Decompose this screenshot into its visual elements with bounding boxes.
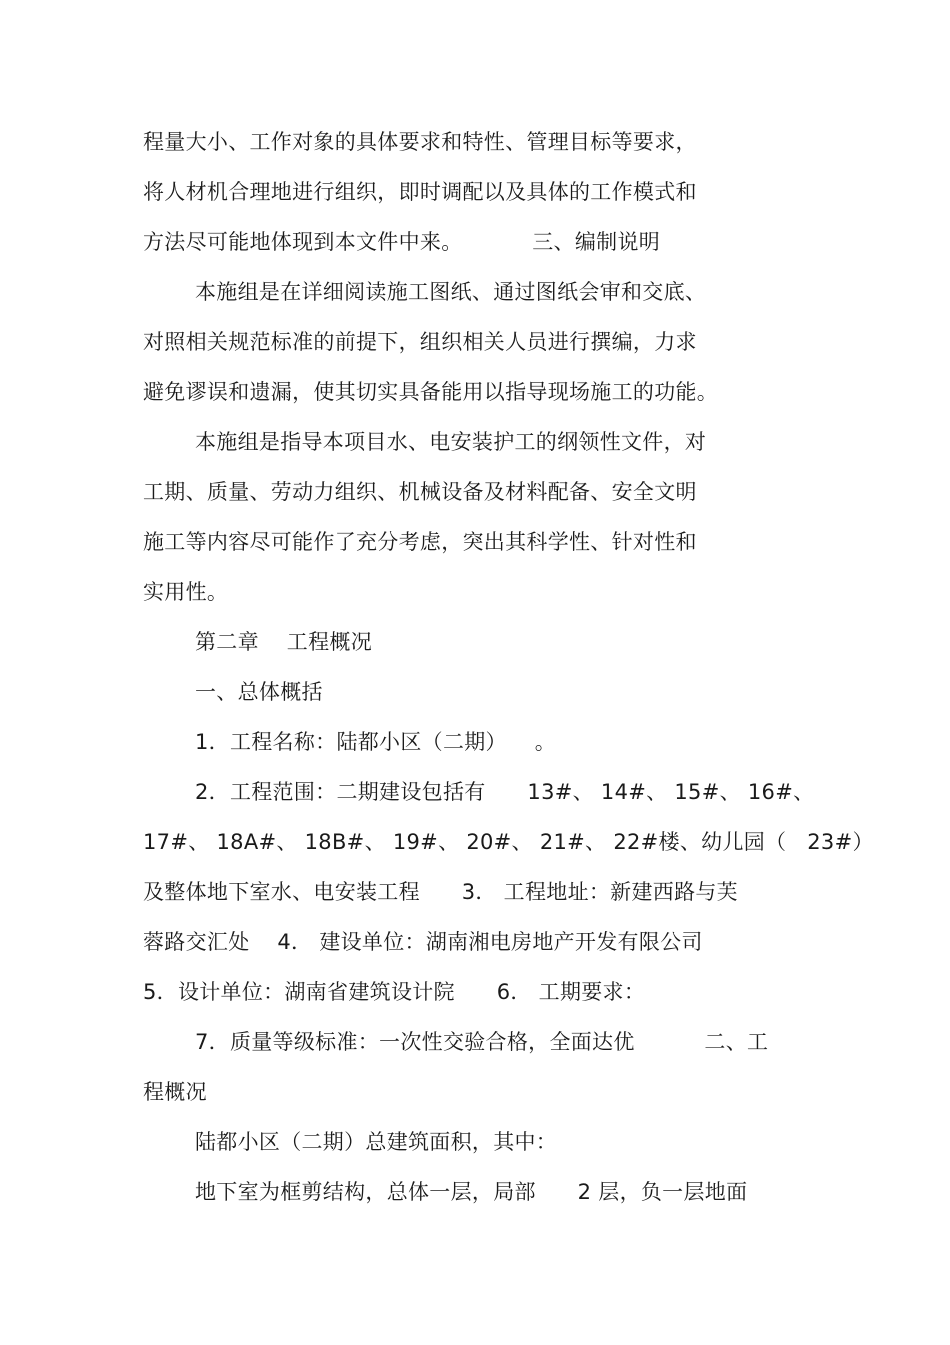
list-item: 2．工程范围：二期建设包括有 13#、 14#、 15#、 16#、	[195, 780, 815, 804]
paragraph-line: 方法尽可能地体现到本文件中来。 三、编制说明	[143, 230, 661, 254]
paragraph-line: 工期、质量、劳动力组织、机械设备及材料配备、安全文明	[143, 480, 697, 504]
paragraph-line: 及整体地下室水、电安装工程 3． 工程地址：新建西路与芙	[143, 880, 738, 904]
paragraph-line: 对照相关规范标准的前提下，组织相关人员进行撰编，力求	[143, 330, 697, 354]
paragraph-line: 本施组是在详细阅读施工图纸、通过图纸会审和交底、	[195, 280, 707, 304]
paragraph-line: 地下室为框剪结构，总体一层，局部 2 层，负一层地面	[195, 1180, 748, 1204]
paragraph-line: 程概况	[143, 1080, 207, 1104]
paragraph-line: 施工等内容尽可能作了充分考虑，突出其科学性、针对性和	[143, 530, 697, 554]
section-heading: 一、总体概括	[195, 680, 323, 704]
paragraph-line: 蓉路交汇处 4． 建设单位：湖南湘电房地产开发有限公司	[143, 930, 703, 954]
paragraph-line: 陆都小区（二期）总建筑面积，其中：	[195, 1130, 558, 1154]
paragraph-line: 本施组是指导本项目水、电安装护工的纲领性文件，对	[195, 430, 707, 454]
paragraph-line: 5．设计单位：湖南省建筑设计院 6． 工期要求：	[143, 980, 646, 1004]
paragraph-line: 程量大小、工作对象的具体要求和特性、管理目标等要求，	[143, 130, 697, 154]
paragraph-line: 将人材机合理地进行组织，即时调配以及具体的工作模式和	[143, 180, 697, 204]
list-item: 7．质量等级标准：一次性交验合格，全面达优 二、工	[195, 1030, 769, 1054]
paragraph-line: 17#、 18A#、 18B#、 19#、 20#、 21#、 22#楼、幼儿园（ 23#）	[143, 830, 874, 854]
chapter-heading: 第二章 工程概况	[195, 630, 373, 654]
paragraph-line: 避免谬误和遗漏，使其切实具备能用以指导现场施工的功能。	[143, 380, 719, 404]
paragraph-line: 实用性。	[143, 580, 229, 604]
list-item: 1．工程名称：陆都小区（二期） 。	[195, 730, 557, 754]
